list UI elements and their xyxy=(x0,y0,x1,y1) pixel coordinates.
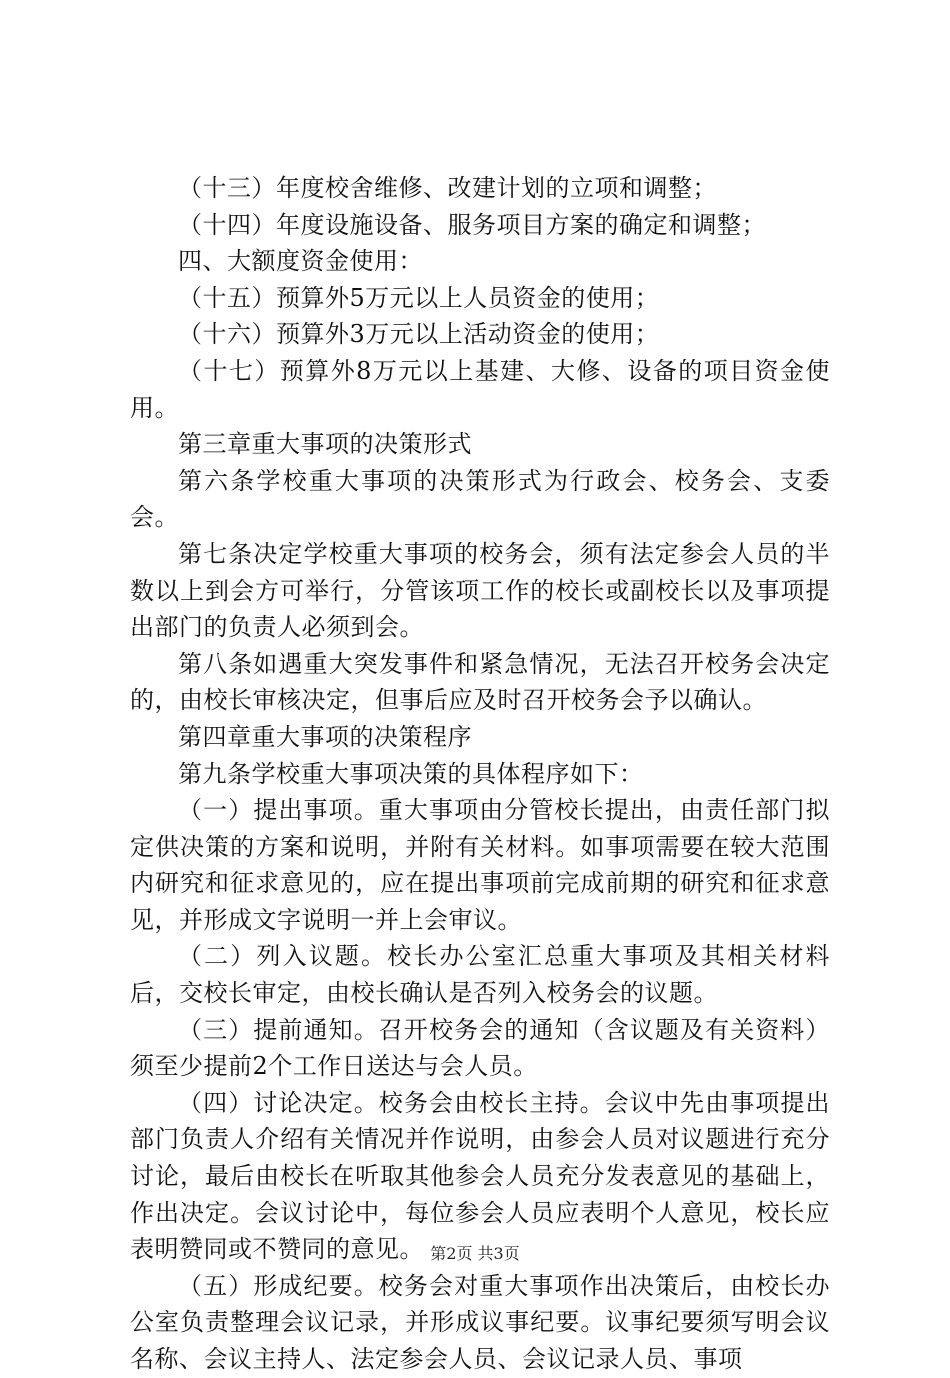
paragraph: （十四）年度设施设备、服务项目方案的确定和调整； xyxy=(178,210,766,239)
paragraph: 四、大额度资金使用： xyxy=(178,247,423,276)
paragraph: （一）提出事项。重大事项由分管校长提出，由责任部门拟定供决策的方案和说明，并附有关材料。如事项需要在较大范围内研究和征求意见的，应在提出事项前完成前期的研究和征求意见，并形成文字说明一并上会审议。 xyxy=(130,796,830,934)
paragraph: （十三）年度校舍维修、改建计划的立项和调整； xyxy=(178,174,717,202)
paragraph: 第七条决定学校重大事项的校务会，须有法定参会人员的半数以上到会方可举行，分管该项工作的校长或副校长以及事项提出部门的负责人必须到会。 xyxy=(130,539,830,642)
paragraph: 第九条学校重大事项决策的具体程序如下： xyxy=(178,759,644,788)
chapter-heading: 第三章重大事项的决策形式 xyxy=(178,430,472,459)
page-footer: 第2页 共3页 xyxy=(430,1244,520,1263)
document-body xyxy=(130,170,830,1378)
paragraph: 第六条学校重大事项的决策形式为行政会、校务会、支委会。 xyxy=(130,466,830,532)
paragraph: （四）讨论决定。校务会由校长主持。会议中先由事项提出部门负责人介绍有关情况并作说明，由参会人员对议题进行充分讨论，最后由校长在听取其他参会人员充分发表意见的基础上，作出决定。会议讨论中，每位参会人员应表明个人意见，校长应表明赞同或不赞同的意见。 xyxy=(130,1088,830,1264)
paragraph: （二）列入议题。校长办公室汇总重大事项及其相关材料后，交校长审定，由校长确认是否列入校务会的议题。 xyxy=(130,942,830,1008)
paragraph: （十五）预算外5万元以上人员资金的使用； xyxy=(178,283,660,312)
paragraph: （十六）预算外3万元以上活动资金的使用； xyxy=(178,320,660,349)
paragraph: （五）形成纪要。校务会对重大事项作出决策后，由校长办公室负责整理会议记录，并形成议事纪要。议事纪要须写明会议名称、会议主持人、法定参会人员、会议记录人员、事项 xyxy=(130,1271,830,1373)
paragraph: （三）提前通知。召开校务会的通知（含议题及有关资料）须至少提前2个工作日送达与会人员。 xyxy=(130,1015,830,1081)
paragraph: （十七）预算外8万元以上基建、大修、设备的项目资金使用。 xyxy=(130,356,830,422)
chapter-heading: 第四章重大事项的决策程序 xyxy=(178,722,472,751)
paragraph: 第八条如遇重大突发事件和紧急情况，无法召开校务会决定的，由校长审核决定，但事后应及时召开校务会予以确认。 xyxy=(130,649,830,715)
